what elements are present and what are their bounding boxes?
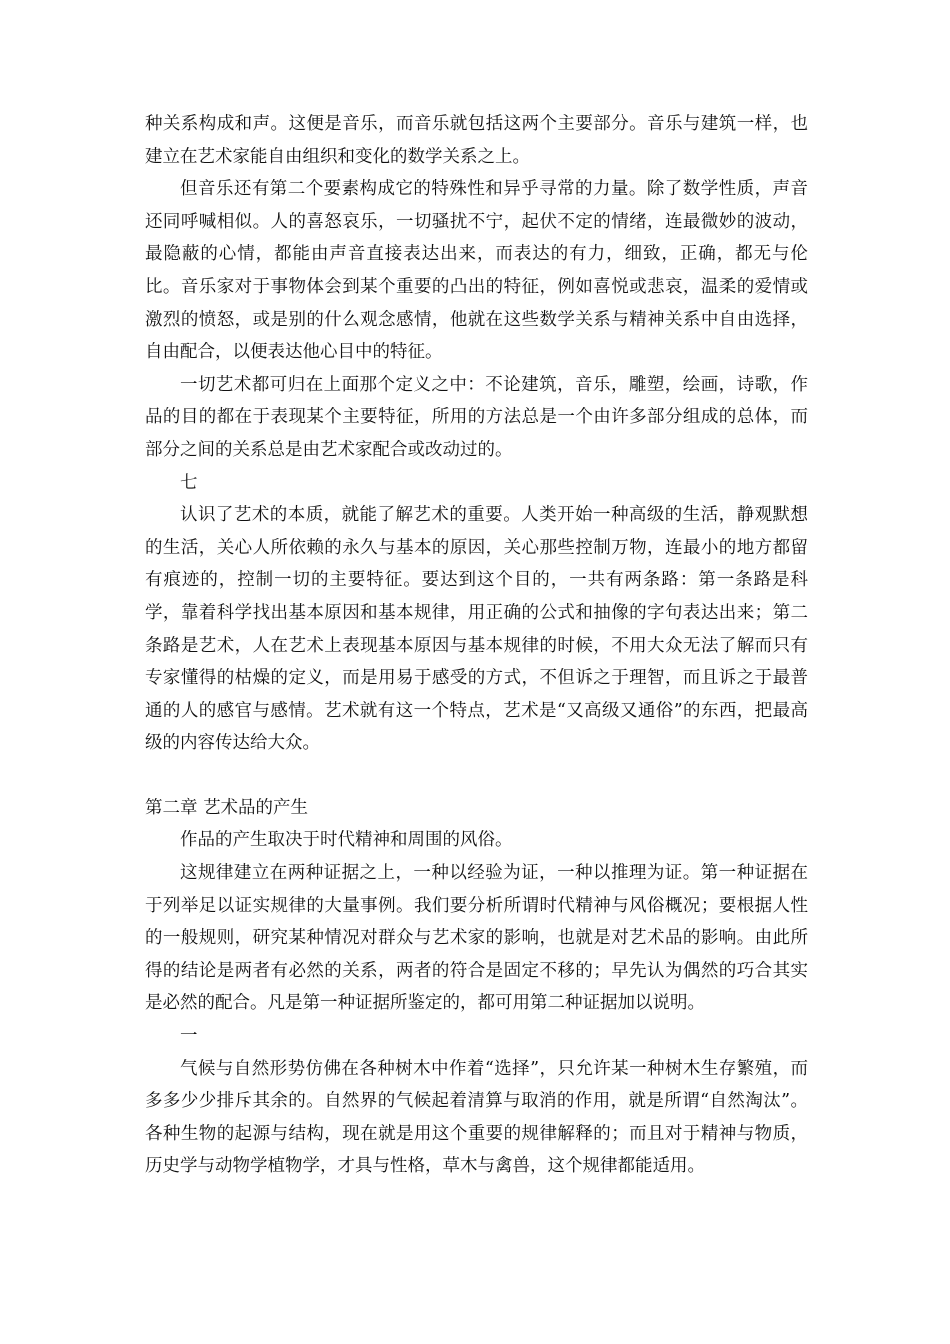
chapter-title: 第二章 艺术品的产生 xyxy=(145,797,309,818)
paragraph-music-harmony: 种关系构成和声。这便是音乐，而音乐就包括这两个主要部分。音乐与建筑一样，也建立在艺术家能自由组织和变化的数学关系之上。 xyxy=(145,114,808,167)
paragraph-music-emotion: 但音乐还有第二个要素构成它的特殊性和异乎寻常的力量。除了数学性质，声音还同呼喊相似。人的喜怒哀乐，一切骚扰不宁，起伏不定的情绪，连最微妙的波动，最隐蔽的心情，都能由声音直接表达出来，而表达的有力，细致，正确，都无与伦比。音乐家对于事物体会到某个重要的凸出的特征，例如喜悦或悲哀，温柔的爱情或激烈的愤怒，或是别的什么观念感情，他就在这些数学关系与精神关系中自由选择，自由配合，以便表达他心目中的特征。 xyxy=(145,179,808,363)
paragraph-art-definition: 一切艺术都可归在上面那个定义之中：不论建筑，音乐，雕塑，绘画，诗歌，作品的目的都在于表现某个主要特征，所用的方法总是一个由许多部分组成的总体，而部分之间的关系总是由艺术家配合或改动过的。 xyxy=(145,374,808,460)
document-page xyxy=(145,108,808,1183)
section-heading-one: 一 xyxy=(180,1026,198,1047)
paragraph-chapter-thesis: 作品的产生取决于时代精神和周围的风俗。 xyxy=(180,830,513,851)
paragraph-natural-selection: 气候与自然形势仿佛在各种树木中作着“选择”，只允许某一种树木生存繁殖，而多多少少排斥其余的。自然界的气候起着清算与取消的作用，就是所谓“自然淘汰”。各种生物的起源与结构，现在就是用这个重要的规律解释的；而且对于精神与物质，历史学与动物学植物学，才具与性格，草木与禽兽，这个规律都能适用。 xyxy=(145,1058,808,1177)
paragraph-art-importance: 认识了艺术的本质，就能了解艺术的重要。人类开始一种高级的生活，静观默想的生活，关心人所依赖的永久与基本的原因，关心那些控制万物，连最小的地方都留有痕迹的，控制一切的主要特征。要达到这个目的，一共有两条路：第一条路是科学，靠着科学找出基本原因和基本规律，用正确的公式和抽像的字句表达出来；第二条路是艺术，人在艺术上表现基本原因与基本规律的时候，不用大众无法了解而只有专家懂得的枯燥的定义，而是用易于感受的方式，不但诉之于理智，而且诉之于最普通的人的感官与感情。艺术就有这一个特点，艺术是“又高级又通俗”的东西，把最高级的内容传达给大众。 xyxy=(145,505,808,754)
section-heading-seven: 七 xyxy=(180,472,198,493)
paragraph-evidence: 这规律建立在两种证据之上，一种以经验为证，一种以推理为证。第一种证据在于列举足以证实规律的大量事例。我们要分析所谓时代精神与风俗概况；要根据人性的一般规则，研究某种情况对群众与艺术家的影响，也就是对艺术品的影响。由此所得的结论是两者有必然的关系，两者的符合是固定不移的；早先认为偶然的巧合其实是必然的配合。凡是第一种证据所鉴定的，都可用第二种证据加以说明。 xyxy=(145,863,808,1014)
